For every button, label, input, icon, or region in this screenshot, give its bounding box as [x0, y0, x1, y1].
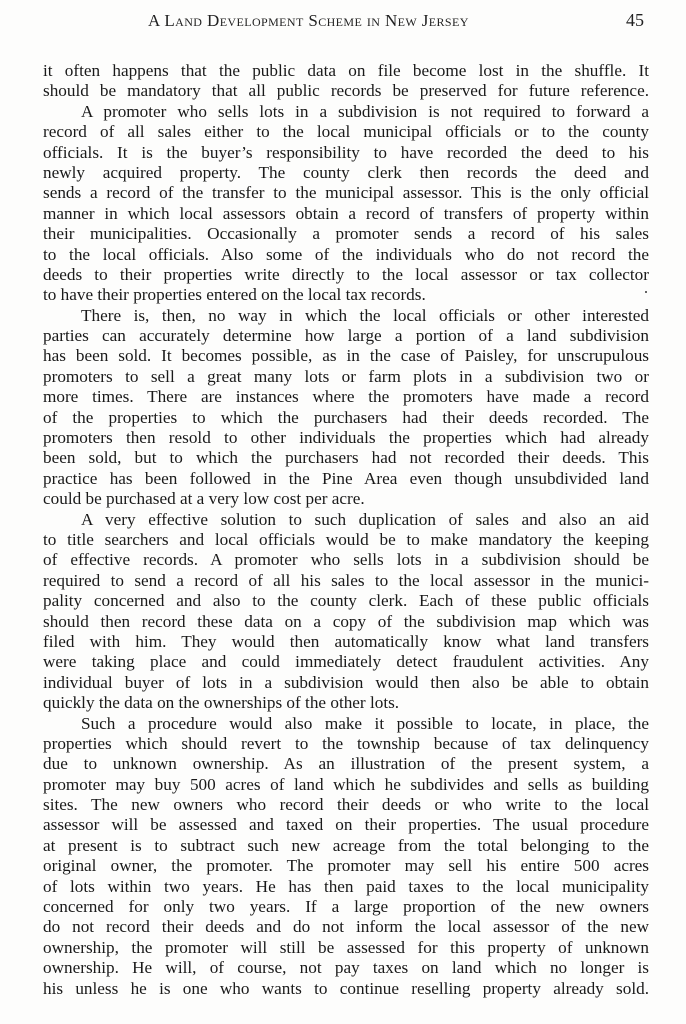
text-line: of lots within two years. He has then paid taxes to the local municipality	[43, 876, 649, 896]
text-line: original owner, the promoter. The promoter may sell his entire 500 acres	[43, 856, 649, 876]
text-line: promoter may buy 500 acres of land which he subdivides and sells as building	[43, 774, 649, 794]
text-line: sends a record of the transfer to the municipal assessor. This is the only official	[43, 183, 649, 203]
text-line: manner in which local assessors obtain a record of transfers of property within	[43, 203, 649, 223]
text-line: assessor will be assessed and taxed on their properties. The usual procedure	[43, 815, 649, 835]
text-line: officials. It is the buyer’s responsibility to have recorded the deed to his	[43, 142, 649, 162]
text-line: ownership. He will, of course, not pay taxes on land which no longer is	[43, 958, 649, 978]
text-line: parties can accurately determine how large a portion of a land subdivision	[43, 326, 649, 346]
text-line: at present is to subtract such new acreage from the total belonging to the	[43, 835, 649, 855]
body-text	[43, 61, 649, 999]
text-line: required to send a record of all his sales to the local assessor in the munici-	[43, 570, 649, 590]
text-line: filed with him. They would then automatically know what land transfers	[43, 631, 649, 651]
text-line: pality concerned and also to the county clerk. Each of these public officials	[43, 591, 649, 611]
text-line: deeds to their properties write directly to the local assessor or tax collector	[43, 264, 649, 284]
paragraph-first-line: A very effective solution to such duplication of sales and also an aid	[81, 509, 649, 529]
text-line: should be mandatory that all public records be preserved for future reference.	[43, 81, 649, 101]
text-line: promoters to sell a great many lots or farm plots in a subdivision two or	[43, 366, 649, 386]
text-line: of the properties to which the purchasers had their deeds recorded. The	[43, 407, 649, 427]
text-line: to title searchers and local officials would be to make mandatory the keeping	[43, 529, 649, 549]
running-head-title: A Land Development Scheme in New Jersey	[148, 11, 469, 30]
paragraph-first-line: A promoter who sells lots in a subdivision is not required to forward a	[81, 101, 649, 121]
text-line: were taking place and could immediately detect fraudulent activities. Any	[43, 652, 649, 672]
text-line: promoters then resold to other individuals the properties which had already	[43, 428, 649, 448]
text-line: do not record their deeds and do not inform the local assessor of the new	[43, 917, 649, 937]
scan-speck	[645, 291, 647, 293]
text-line: could be purchased at a very low cost per acre.	[43, 489, 365, 509]
paragraph-first-line: Such a procedure would also make it possible to locate, in place, the	[81, 713, 649, 733]
text-line: it often happens that the public data on file become lost in the shuffle. It	[43, 61, 649, 80]
text-line: due to unknown ownership. As an illustration of the present system, a	[43, 754, 649, 774]
page-number: 45	[626, 10, 644, 30]
text-line: ownership, the promoter will still be assessed for this property of unknown	[43, 937, 649, 957]
text-line: of effective records. A promoter who sells lots in a subdivision should be	[43, 550, 649, 570]
text-line: more times. There are instances where the promoters have made a record	[43, 387, 649, 407]
text-line: quickly the data on the ownerships of the other lots.	[43, 693, 400, 713]
text-line: should then record these data on a copy of the subdivision map which was	[43, 611, 649, 631]
text-line: his unless he is one who wants to continue reselling property already sold.	[43, 978, 649, 998]
text-line: has been sold. It becomes possible, as in the case of Paisley, for unscrupulous	[43, 346, 649, 366]
text-line: concerned for only two years. If a large proportion of the new owners	[43, 897, 649, 917]
text-line: properties which should revert to the township because of tax delinquency	[43, 733, 649, 753]
text-line: sites. The new owners who record their deeds or who write to the local	[43, 795, 649, 815]
paragraph-first-line: There is, then, no way in which the local officials or other interested	[81, 305, 649, 325]
text-line: their municipalities. Occasionally a promoter sends a record of his sales	[43, 224, 649, 244]
text-line: newly acquired property. The county clerk then records the deed and	[43, 162, 649, 182]
text-line: to have their properties entered on the local tax records.	[43, 285, 426, 305]
text-line: to the local officials. Also some of the individuals who do not record the	[43, 244, 649, 264]
text-line: record of all sales either to the local municipal officials or to the county	[43, 122, 649, 142]
text-line: been sold, but to which the purchasers had not recorded their deeds. This	[43, 448, 649, 468]
text-line: individual buyer of lots in a subdivision would then also be able to obtain	[43, 672, 649, 692]
text-line: practice has been followed in the Pine Area even though unsubdivided land	[43, 468, 649, 488]
